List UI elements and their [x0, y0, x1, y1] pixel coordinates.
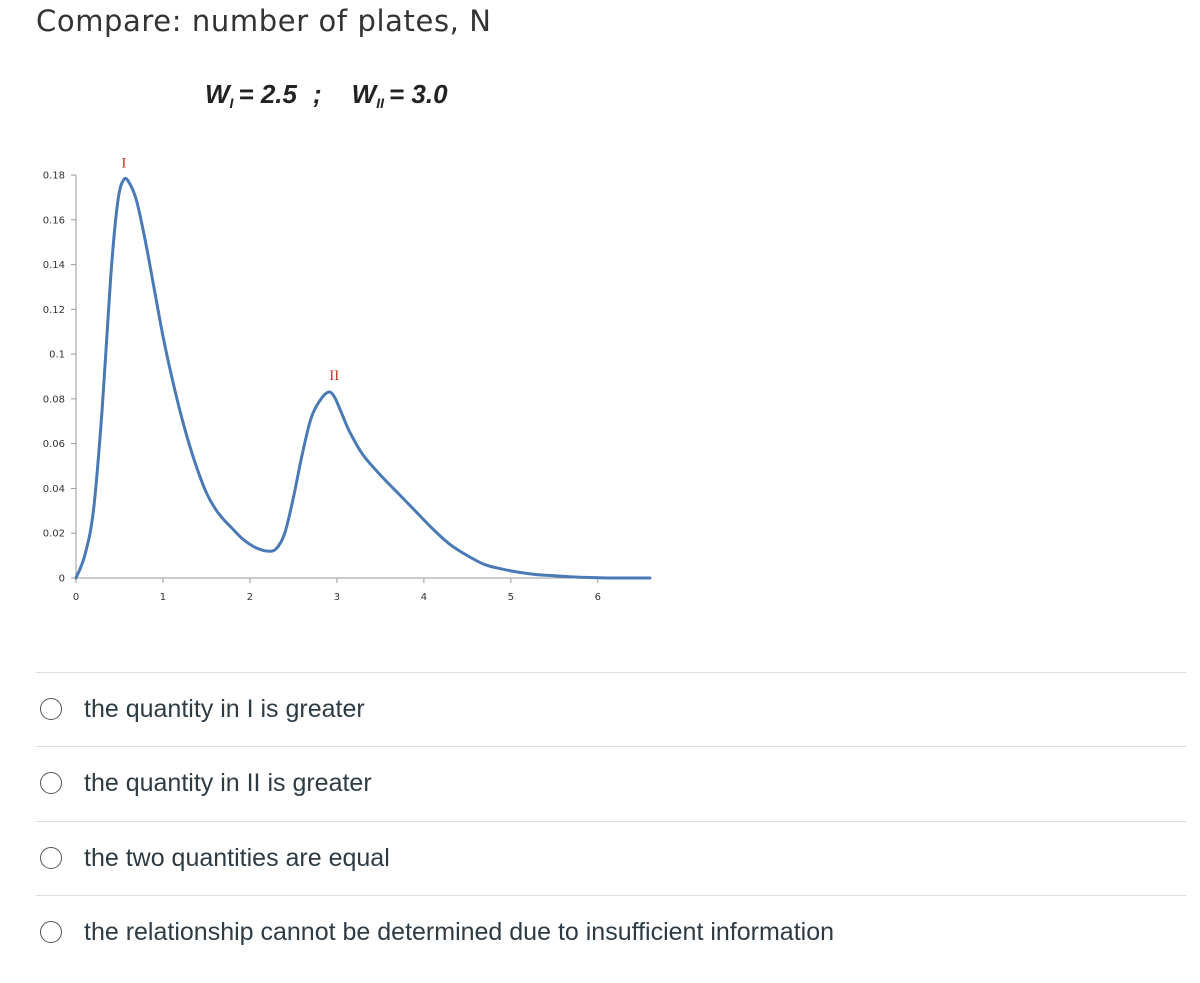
radio-button[interactable]	[40, 847, 62, 869]
formula-w2-subscript: II	[376, 95, 384, 111]
answer-option[interactable]	[40, 691, 365, 727]
chart-series	[76, 178, 650, 578]
answer-option-label: the relationship cannot be determined due to insufficient information	[84, 917, 835, 946]
radio-button[interactable]	[40, 698, 62, 720]
x-tick-label: 1	[159, 592, 167, 603]
y-tick-label: 0.06	[42, 439, 65, 451]
y-tick-label: 0.08	[42, 394, 65, 406]
answer-option[interactable]	[40, 840, 390, 876]
formula-w1-subscript: I	[229, 95, 234, 111]
y-tick-label: 0.02	[42, 528, 65, 540]
y-tick-label: 0.14	[42, 260, 65, 272]
x-tick-label: 2	[246, 592, 254, 603]
formula-w1-value: = 2.5	[238, 79, 297, 109]
y-tick-label: 0	[58, 573, 65, 585]
formula-separator: ;	[313, 79, 322, 109]
chart-formula	[205, 79, 448, 111]
y-tick-label: 0.12	[42, 304, 65, 316]
y-tick-label: 0.04	[42, 483, 65, 495]
y-tick-label: 0.18	[42, 170, 65, 182]
chart-svg	[0, 60, 700, 620]
x-tick-label: 6	[594, 592, 602, 603]
question-title: Compare: number of plates, N	[36, 4, 492, 38]
formula-w2-symbol: W	[351, 79, 377, 109]
peak-label: II	[329, 368, 340, 385]
x-tick-label: 5	[507, 592, 515, 603]
radio-button[interactable]	[40, 772, 62, 794]
divider	[36, 746, 1186, 747]
answer-option-label: the quantity in I is greater	[84, 694, 365, 723]
answer-option[interactable]	[40, 914, 834, 950]
y-tick-label: 0.1	[49, 349, 65, 361]
x-tick-label: 4	[420, 592, 428, 603]
peak-label: I	[121, 155, 127, 172]
series-line	[76, 178, 650, 578]
y-tick-label: 0.16	[42, 215, 65, 227]
radio-button[interactable]	[40, 921, 62, 943]
chart-annotations	[121, 155, 339, 384]
formula-w1-symbol: W	[205, 79, 230, 109]
answer-option-label: the two quantities are equal	[84, 843, 390, 872]
chart-axes	[43, 171, 650, 604]
divider	[36, 895, 1186, 896]
answer-option[interactable]	[40, 765, 372, 801]
chart-area	[0, 60, 700, 620]
x-tick-label: 0	[72, 592, 80, 603]
answer-option-label: the quantity in II is greater	[84, 768, 372, 797]
x-tick-label: 3	[333, 592, 341, 603]
divider	[36, 821, 1186, 822]
divider	[36, 672, 1186, 673]
formula-w2-value: = 3.0	[389, 79, 448, 109]
